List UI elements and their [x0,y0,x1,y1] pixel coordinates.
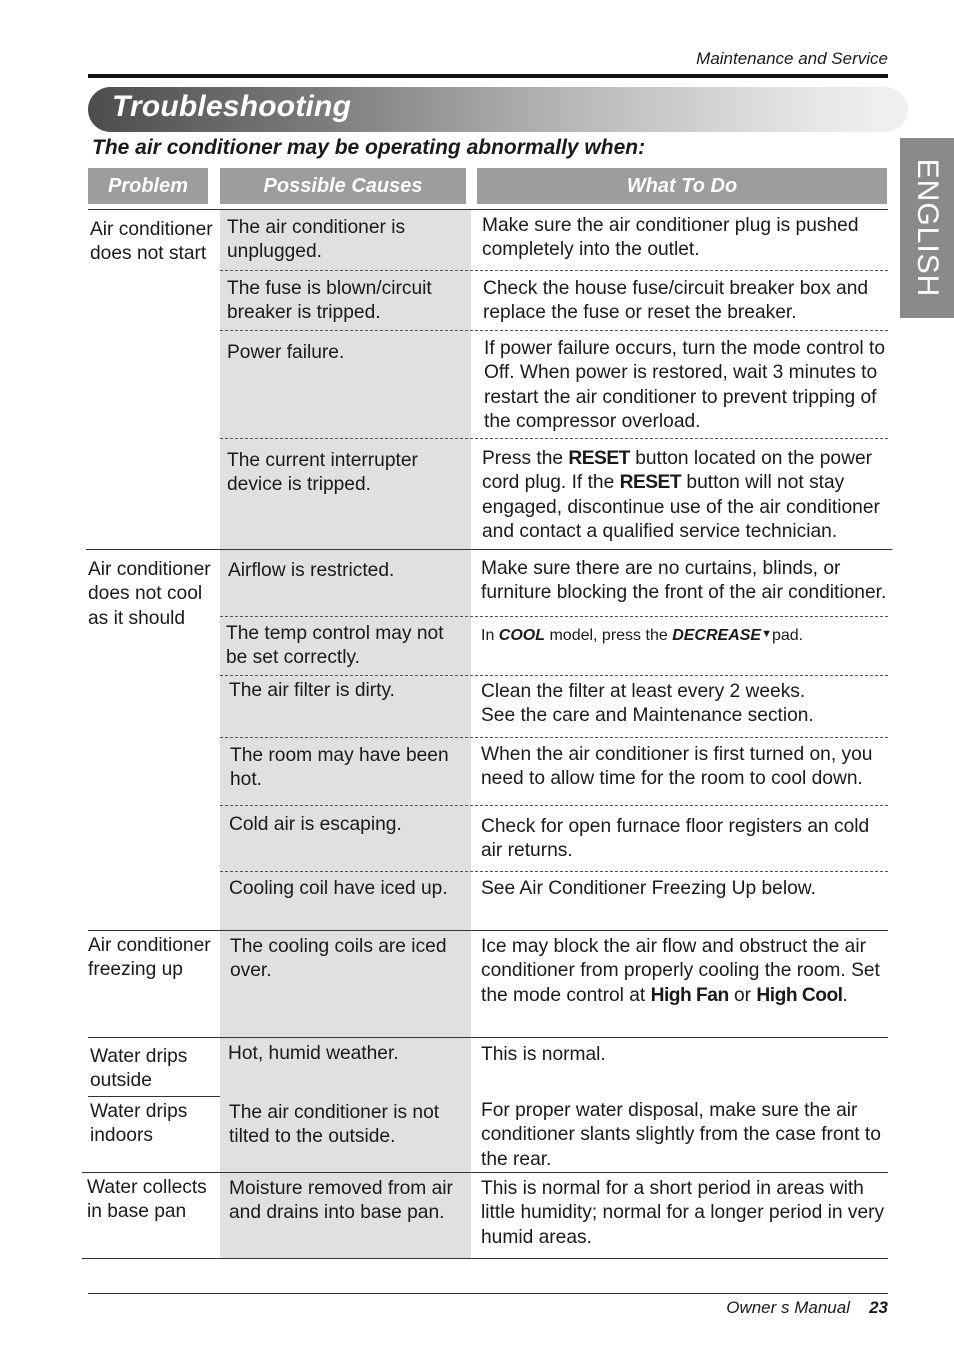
page-number: 23 [869,1298,888,1317]
cause-cell: The room may have been hot. [230,745,449,791]
problem-cell: Water drips indoors [90,1101,188,1147]
cause-cell: Cooling coil have iced up. [229,878,448,899]
table-rule [82,1258,888,1259]
cause-cell: The cooling coils are iced over. [230,936,447,982]
header-causes: Possible Causes [220,168,466,204]
table-rule [88,209,888,210]
reset-button-label: RESET [619,472,682,494]
footer-rule [88,1293,888,1294]
row-divider [220,270,888,271]
row-divider [220,675,888,676]
cause-cell: The air conditioner is not tilted to the outside. [229,1102,440,1148]
header-problem: Problem [88,168,208,204]
problem-cell: Water collects in base pan [87,1177,207,1223]
action-cell: Make sure the air conditioner plug is pushed completely into the outlet. [482,215,859,261]
action-cell: See Air Conditioner Freezing Up below. [481,878,816,899]
action-cell: For proper water disposal, make sure the air conditioner slants slightly from the case front to the rear. [481,1100,881,1170]
cause-cell: Hot, humid weather. [228,1043,399,1064]
group-divider [88,1037,888,1038]
group-divider [88,1096,220,1097]
cause-cell: The fuse is blown/circuit breaker is tripped. [227,278,432,324]
problem-cell: Air conditioner does not cool as it should [88,559,211,629]
problem-cell: Water drips outside [90,1046,188,1092]
row-divider [220,438,888,439]
action-cell: This is normal for a short period in areas with little humidity; normal for a longer period in very humid areas. [481,1178,885,1248]
down-arrow-icon: ▼ [761,628,772,640]
group-divider [88,930,888,931]
problem-cell: Air conditioner does not start [90,219,213,265]
cool-mode-label: COOL [498,627,546,644]
high-cool-label: High Cool [756,984,843,1006]
language-tab-label: ENGLISH [911,158,944,298]
row-divider [220,330,888,331]
cause-cell: Airflow is restricted. [228,560,395,581]
row-divider [220,737,888,738]
action-cell: This is normal. [481,1044,606,1065]
action-cell: Check the house fuse/circuit breaker box and replace the fuse or reset the breaker. [483,278,869,324]
cause-cell: The temp control may not be set correctly. [226,623,444,669]
header-actions: What To Do [477,168,887,204]
action-cell: Ice may block the air flow and obstruct the air conditioner from properly cooling the room. Set the mode control at High Fan or High Cool. [481,936,880,1006]
header-rule [88,74,888,78]
action-cell: Check for open furnace floor registers an cold air returns. [481,816,870,862]
reset-button-label: RESET [568,448,630,469]
language-tab [900,138,954,318]
cause-cell: Moisture removed from air and drains into base pan. [229,1178,453,1224]
group-divider [82,1172,888,1173]
cause-cell: The air filter is dirty. [229,680,395,701]
action-cell: Clean the filter at least every 2 weeks. See the care and Maintenance section. [481,681,814,727]
action-cell: In COOL model, press the DECREASE▼pad. [481,627,804,644]
high-fan-label: High Fan [650,984,729,1006]
action-cell: Press the RESET button located on the power cord plug. If the RESET button will not stay engaged, discontinue use of the air conditioner and contact a qualified service technician. [482,448,880,542]
table-subtitle: The air conditioner may be operating abnormally when: [92,136,646,159]
cause-cell: The air conditioner is unplugged. [227,217,406,263]
footer-manual-label: Owner s Manual [726,1298,850,1317]
problem-cell: Air conditioner freezing up [88,935,211,981]
action-cell: Make sure there are no curtains, blinds, or furniture blocking the front of the air conditioner. [481,558,887,604]
cause-cell: Power failure. [227,342,345,363]
row-divider [220,616,888,617]
row-divider [220,805,888,806]
row-divider [220,871,888,872]
group-divider [86,549,892,550]
cause-cell: Cold air is escaping. [229,814,402,835]
decrease-pad-label: DECREASE [672,627,762,644]
action-cell: If power failure occurs, turn the mode control to Off. When power is restored, wait 3 minutes to restart the air conditioner to prevent tripping of the compressor overload. [484,338,885,432]
page-title: Troubleshooting [112,90,352,123]
section-label: Maintenance and Service [696,49,888,68]
cause-cell: The current interrupter device is tripped. [227,450,418,496]
action-cell: When the air conditioner is first turned on, you need to allow time for the room to cool down. [481,744,873,790]
